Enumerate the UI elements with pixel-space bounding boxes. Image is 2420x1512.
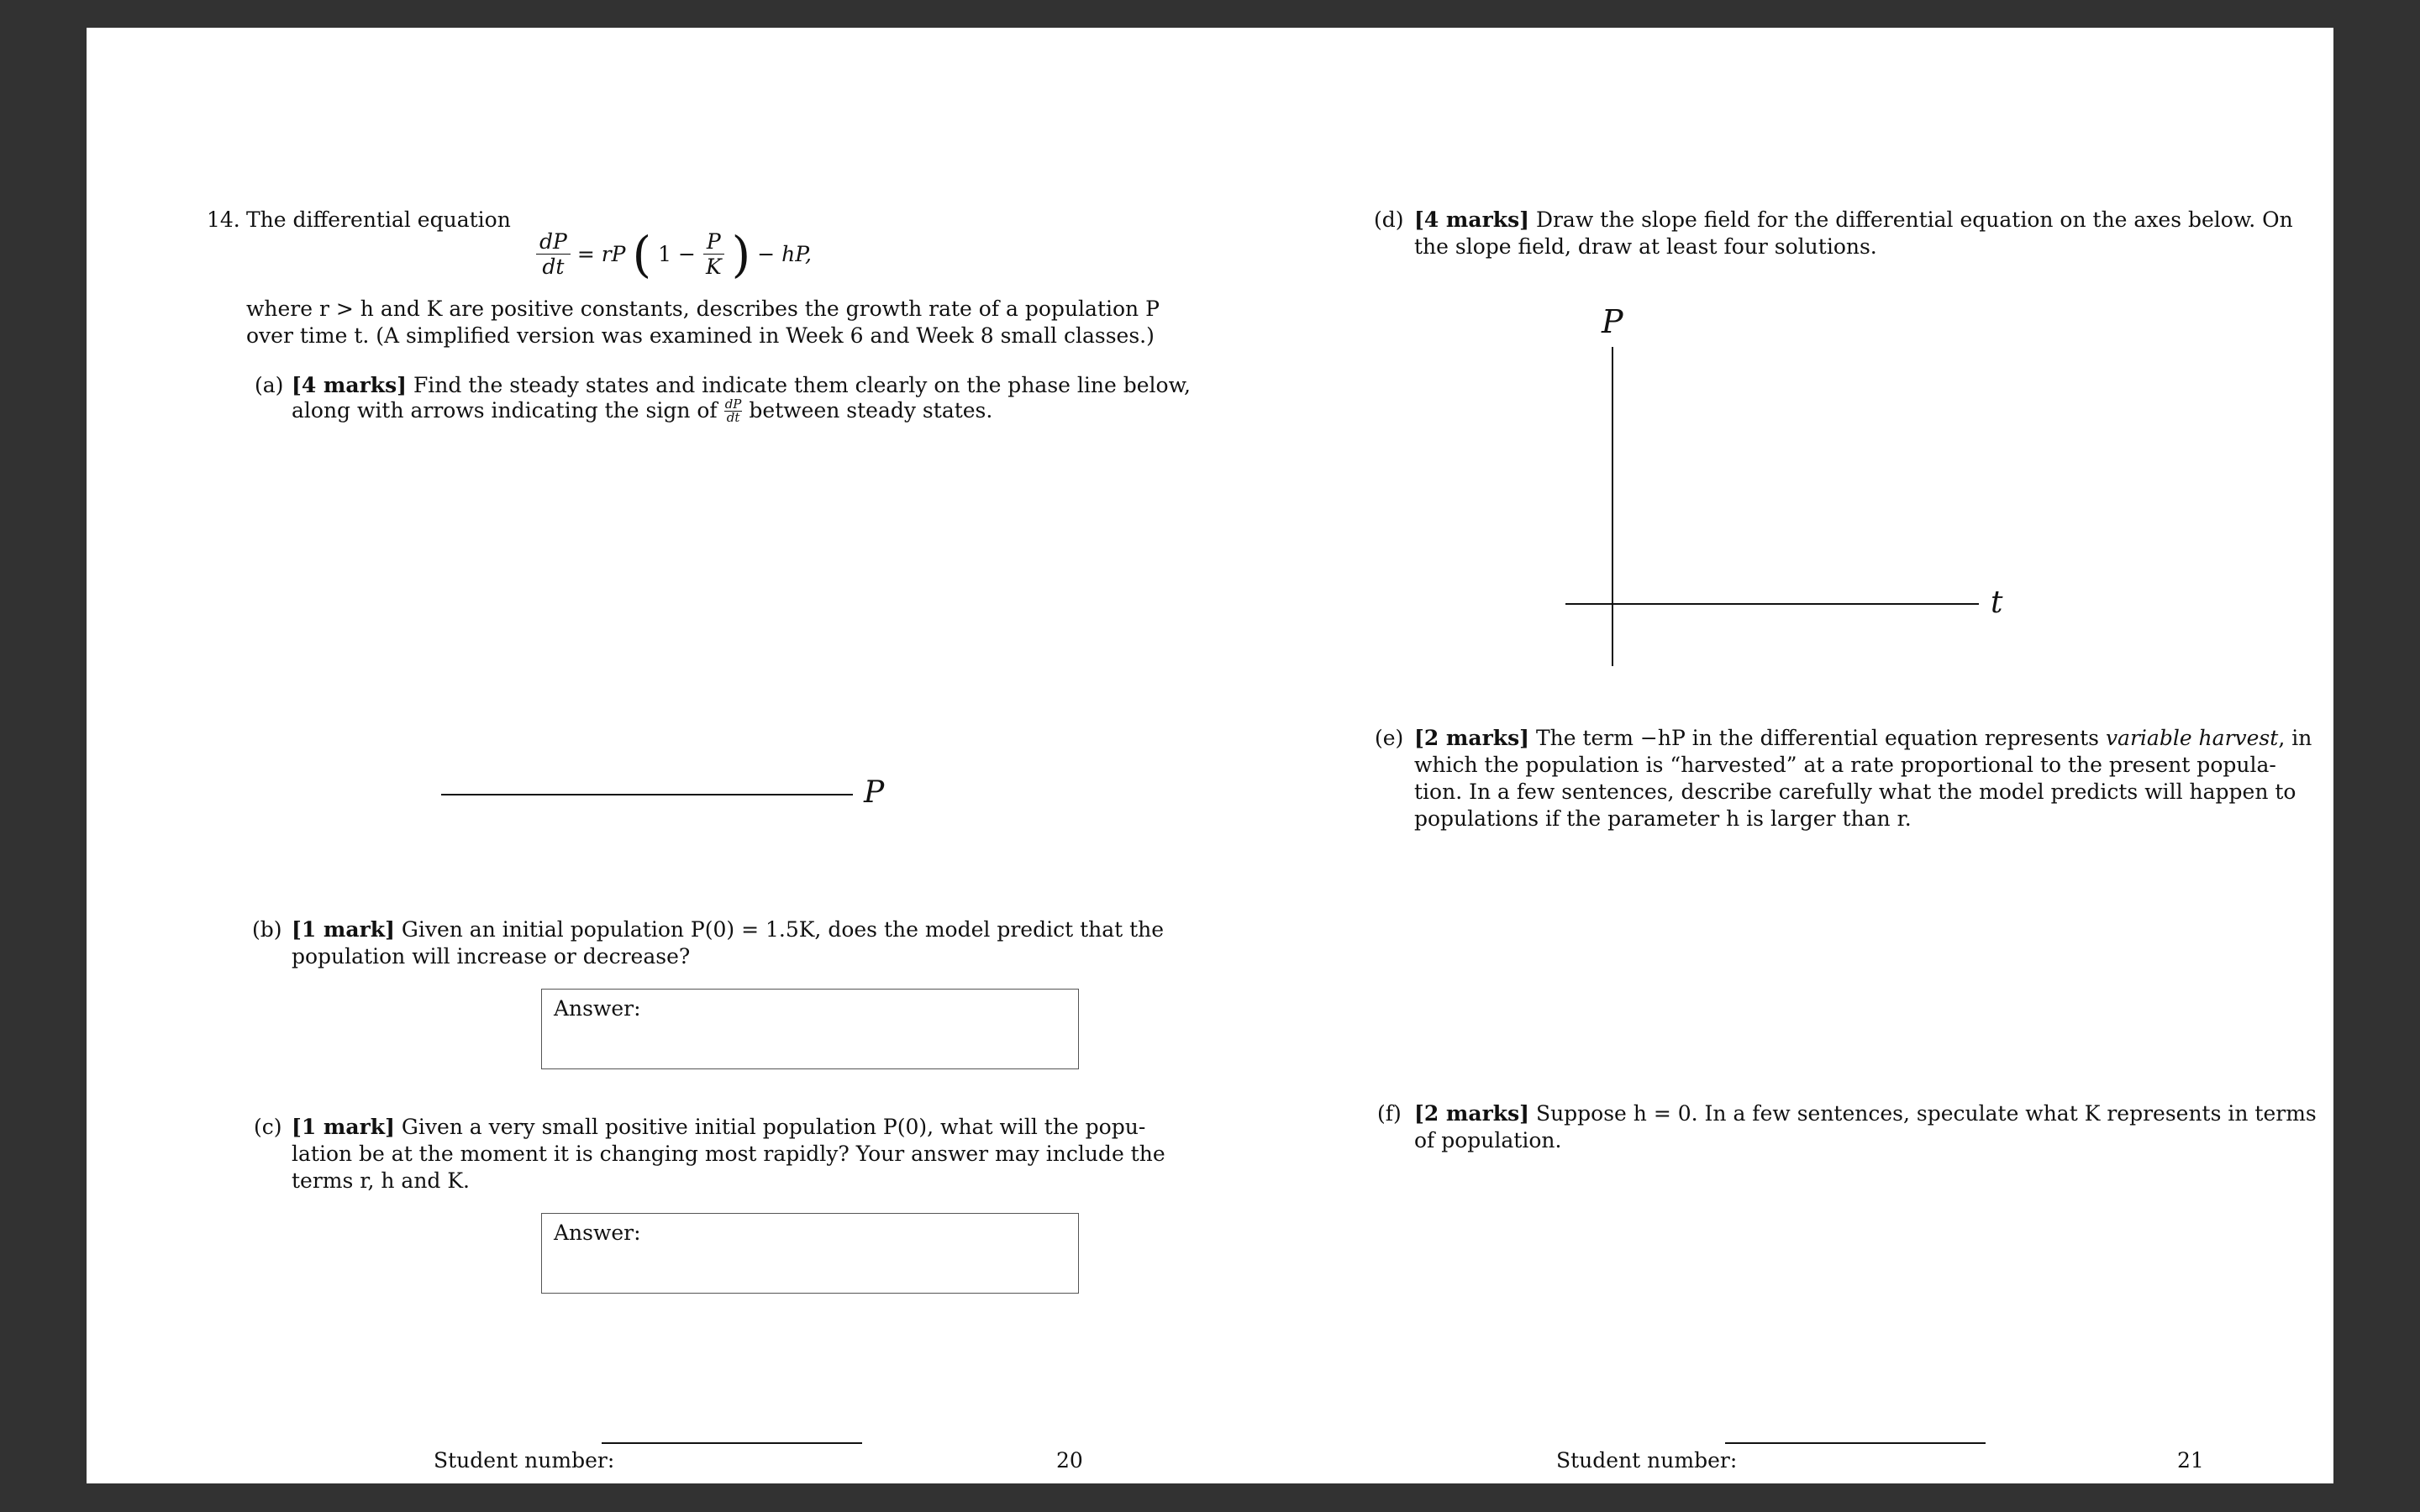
equation-inner-one: 1 − [658, 242, 696, 266]
part-a-text2-pre: along with arrows indicating the sign of [292, 398, 718, 423]
part-a-text-line1 [292, 372, 1191, 399]
inner-denominator: K [705, 255, 722, 279]
part-b-text-line1 [292, 916, 1164, 943]
document-spread [87, 28, 2333, 1483]
left-page-number: 20 [1056, 1448, 1083, 1473]
part-c-text-line2: lation be at the moment it is changing most rapidly? Your answer may include the [292, 1142, 1165, 1166]
part-f-marks: [2 marks] [1414, 1101, 1529, 1126]
question-intro: The differential equation [246, 207, 511, 232]
part-c-answer-box[interactable] [541, 1213, 1079, 1294]
part-c-marks: [1 mark] [292, 1115, 395, 1139]
part-e-marks: [2 marks] [1414, 726, 1529, 750]
part-e-text-line4: populations if the parameter h is larger than r. [1414, 806, 1912, 831]
phase-line [441, 794, 853, 795]
lhs-numerator: dP [536, 229, 571, 255]
part-b-text1: Given an initial population P(0) = 1.5K, does the model predict that the [401, 917, 1165, 942]
left-student-number-line[interactable] [602, 1442, 862, 1444]
question-number: 14. [207, 207, 240, 232]
part-c-text-line3: terms r, h and K. [292, 1168, 470, 1193]
part-a-label: (a) [255, 373, 284, 397]
lhs-denominator: dt [542, 255, 565, 279]
part-f-text1: Suppose h = 0. In a few sentences, speculate what K represents in terms [1535, 1101, 2317, 1126]
part-d-marks: [4 marks] [1414, 207, 1529, 232]
part-a-text2-post: between steady states. [749, 398, 993, 423]
right-paren: ) [731, 225, 751, 283]
dpdt-denominator: dt [726, 409, 740, 425]
inner-fraction [702, 229, 725, 279]
part-e-text1-pre: The term −hP in the differential equation represents [1535, 726, 2099, 750]
part-e-text-line3: tion. In a few sentences, describe carefully what the model predicts will happen to [1414, 780, 2296, 804]
right-student-number-line[interactable] [1725, 1442, 1986, 1444]
inner-numerator: P [703, 229, 724, 255]
part-d-text1: Draw the slope field for the differential equation on the axes below. On [1535, 207, 2293, 232]
part-f-label: (f) [1377, 1101, 1402, 1126]
part-b-marks: [1 mark] [292, 917, 395, 942]
axes-x-label: t [1991, 585, 2003, 620]
part-e-text-line1 [1414, 725, 2312, 752]
dpdt-small-fraction [724, 398, 743, 424]
dpdt-numerator: dP [724, 396, 742, 412]
axes-y-label: P [1602, 303, 1623, 340]
equation-middle: = rP [576, 242, 626, 266]
part-a-text1: Find the steady states and indicate them clearly on the phase line below, [413, 373, 1191, 397]
part-f-text-line2: of population. [1414, 1128, 1562, 1152]
right-page-number: 21 [2177, 1448, 2204, 1473]
right-student-number-label: Student number: [1556, 1448, 1738, 1473]
part-a-text-line2 [292, 397, 992, 424]
question-description-line1: where r > h and K are positive constants, describes the growth rate of a population P [246, 297, 1160, 321]
left-paren: ( [632, 225, 652, 283]
phase-line-label: P [864, 775, 885, 810]
part-c-answer-label: Answer: [554, 1221, 641, 1245]
part-a-marks: [4 marks] [292, 373, 407, 397]
part-d-text-line2: the slope field, draw at least four solutions. [1414, 234, 1877, 259]
axes-vertical [1612, 347, 1613, 666]
part-b-answer-label: Answer: [554, 996, 641, 1021]
part-d-label: (d) [1374, 207, 1404, 232]
lhs-fraction [536, 229, 571, 279]
part-c-label: (c) [254, 1115, 282, 1139]
equation-tail: − hP, [757, 242, 812, 266]
part-b-label: (b) [252, 917, 282, 942]
left-student-number-label: Student number: [434, 1448, 615, 1473]
part-b-text-line2: population will increase or decrease? [292, 944, 691, 969]
part-e-text1-em: variable harvest [2105, 726, 2279, 750]
part-b-answer-box[interactable] [541, 989, 1079, 1069]
part-e-text1-post: , in [2278, 726, 2312, 750]
part-e-text-line2: which the population is “harvested” at a rate proportional to the present popula- [1414, 753, 2276, 777]
part-c-text1: Given a very small positive initial population P(0), what will the popu- [401, 1115, 1146, 1139]
part-d-text-line1 [1414, 207, 2293, 234]
part-c-text-line1 [292, 1114, 1145, 1141]
axes-horizontal [1565, 603, 1979, 605]
part-f-text-line1 [1414, 1100, 2317, 1127]
question-description-line2: over time t. (A simplified version was examined in Week 6 and Week 8 small classes.) [246, 323, 1155, 348]
part-e-label: (e) [1375, 726, 1404, 750]
differential-equation [536, 225, 812, 283]
